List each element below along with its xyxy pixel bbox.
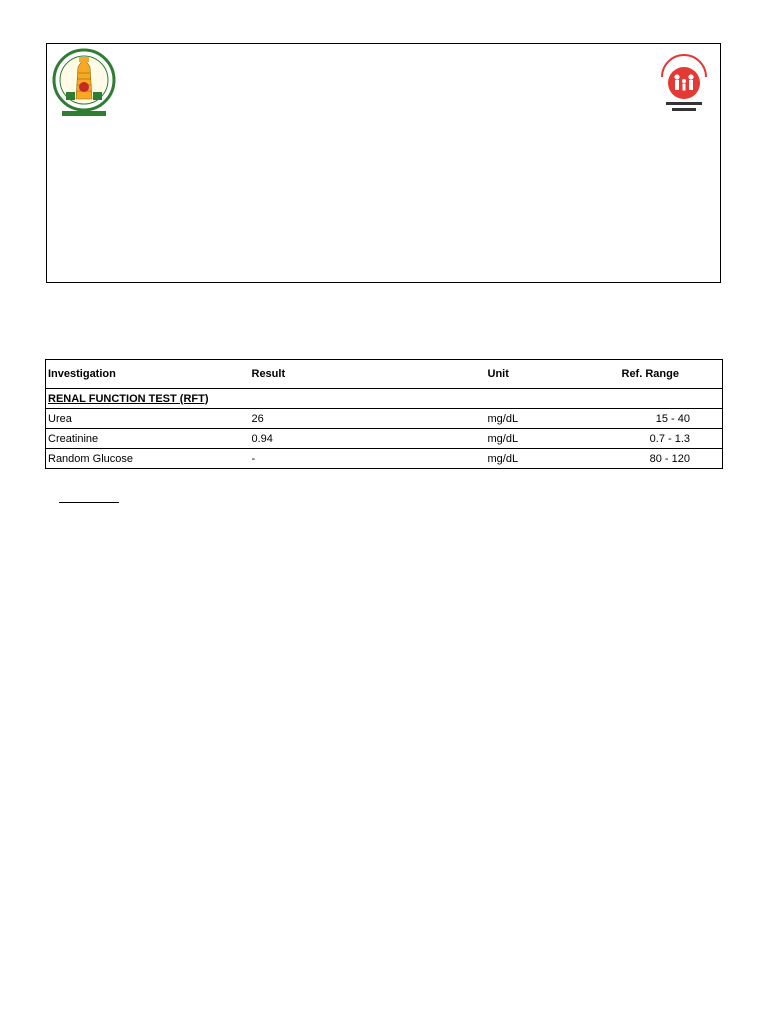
section-title: RENAL FUNCTION TEST (RFT) [46, 389, 250, 409]
header-ref-range: Ref. Range [622, 360, 723, 389]
tamil-nadu-emblem-icon [52, 47, 116, 117]
table-row [46, 429, 723, 449]
unit-cell: mg/dL [486, 409, 622, 429]
unit-cell: mg/dL [486, 429, 622, 449]
table-row [46, 409, 723, 429]
header-result: Result [250, 360, 486, 389]
result-cell: 0.94 [250, 429, 486, 449]
section-empty-cell [622, 389, 723, 409]
section-empty-cell [486, 389, 622, 409]
table-row [46, 449, 723, 469]
investigation-cell: Creatinine [46, 429, 250, 449]
investigation-cell: Random Glucose [46, 449, 250, 469]
national-health-mission-logo-icon [654, 47, 714, 117]
table-header-row [46, 360, 723, 389]
unit-cell: mg/dL [486, 449, 622, 469]
header-investigation: Investigation [46, 360, 250, 389]
ref-range-cell: 80 - 120 [622, 449, 723, 469]
result-cell: - [250, 449, 486, 469]
investigation-cell: Urea [46, 409, 250, 429]
results-table [45, 359, 723, 469]
ref-range-cell: 0.7 - 1.3 [622, 429, 723, 449]
report-header [46, 43, 721, 283]
ref-range-cell: 15 - 40 [622, 409, 723, 429]
section-empty-cell [250, 389, 486, 409]
section-row [46, 389, 723, 409]
header-unit: Unit [486, 360, 622, 389]
signature-line [59, 502, 119, 503]
result-cell: 26 [250, 409, 486, 429]
